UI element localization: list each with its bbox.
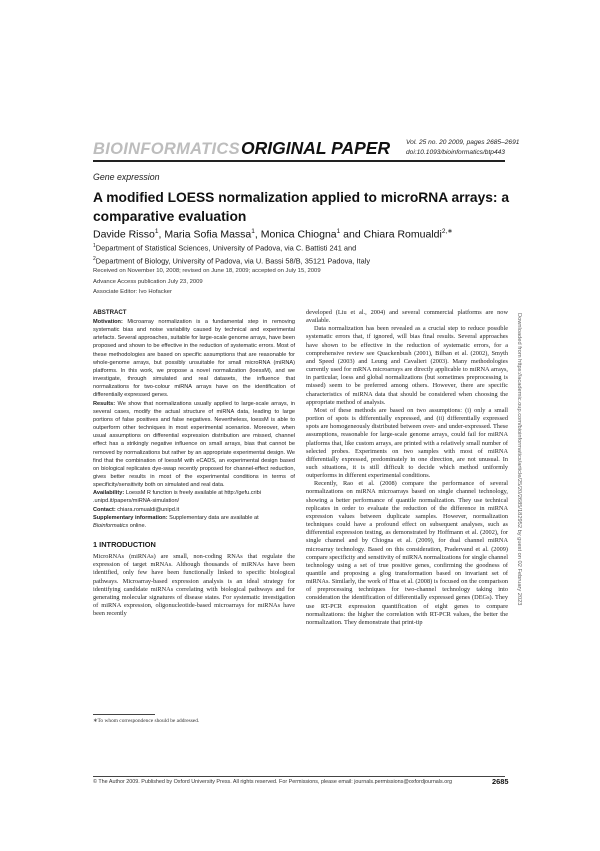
left-column [93, 309, 295, 618]
supp-journal: Bioinformatics [93, 522, 129, 529]
download-note-text: Downloaded from https://academic.oup.com/bioinformatics/article/25/20/2685/182952 by guest on 02 February 2023 [516, 313, 522, 606]
author-affil-mark: 1 [336, 228, 341, 235]
affil-text: Department of Biology, University of Padova, via U. Bassi 58/B, 35121 Padova, Italy [95, 256, 371, 266]
journal-logo: BIOINFORMATICS [93, 140, 240, 158]
copyright-line: © The Author 2009. Published by Oxford University Press. All rights reserved. For Permissions, please email: journals.permissions@oxfordjournals.org [93, 779, 452, 785]
abstract-motivation [93, 318, 295, 400]
footnote-rule [93, 714, 155, 715]
paper-type-label: ORIGINAL PAPER [241, 138, 391, 158]
affil-mark: 1 [93, 243, 96, 249]
download-side-note [511, 313, 523, 613]
availability-text: LoessM R function is freely available at http://gefu.cribi [125, 490, 262, 497]
author-separator: and [340, 228, 364, 241]
abstract-supplementary-cont [93, 522, 295, 530]
affiliations [93, 241, 370, 267]
availability-label: Availability: [93, 490, 125, 497]
author-list [93, 227, 453, 241]
affiliation [93, 254, 370, 267]
doi-line: doi:10.1093/bioinformatics/btp443 [406, 148, 505, 156]
author-affil-mark: 1 [251, 228, 255, 235]
body-paragraph: Most of these methods are based on two assumptions: (i) only a small portion of spots is differentially expressed, and (ii) differentially expressed spots are homogeneously distributed between over- and under-expressed. These assumptions, reasonable for large-scale genome arrays, could fail for miRNA platforms that, like custom arrays, are printed with a relatively small number of selected probes. Experiments on two samples with most of miRNA differentially expressed, predominately in one direction, are not unusual. In such situations, it is still difficult to decide which method uniformly outperforms in different experimental conditions. [306, 406, 508, 480]
abstract-availability [93, 489, 295, 497]
abstract-contact [93, 506, 295, 514]
associate-editor-line: Associate Editor: Ivo Hofacker [93, 289, 172, 295]
author-affil-mark: 1 [154, 228, 159, 235]
results-label: Results: [93, 400, 116, 407]
author-separator: , [254, 228, 261, 241]
author-name: Davide Risso [93, 228, 155, 241]
abstract-heading: ABSTRACT [93, 309, 127, 316]
header-rule [93, 160, 505, 162]
availability-url-cont[interactable]: .unipd.it/papers/miRNA-simulation/ [93, 498, 180, 505]
affil-mark: 2 [93, 255, 96, 262]
journal-meta [406, 138, 519, 157]
supp-label: Supplementary information: [93, 514, 168, 521]
volume-line: Vol. 25 no. 20 2009, pages 2685–2691 [406, 139, 520, 146]
body-paragraph: Data normalization has been revealed as a crucial step to reduce possible systematic errors that, if ignored, will bias final results. Several approaches have shown to be effective in the reduction of systematic errors, for a comprehensive review see Quackenbush (2001), Bilban et al. (2002), Smyth and Speed (2003) and Leung and Cavalieri (2003). Many methodologies currently used for mRNA microarrays are directly applicable to miRNA arrays, in particular, loess and global normalizations (but sometimes preprocessing is missed) seem to be preferred among others. However, there are specific characteristics of miRNA data that should be considered when choosing the appropriate method of analysis. [306, 325, 508, 406]
paper-title: A modified LOESS normalization applied to microRNA arrays: a comparative evaluation [93, 190, 510, 224]
correspondence-footnote: ∗To whom correspondence should be addressed. [93, 718, 200, 724]
affil-text: Department of Statistical Sciences, University of Padova, via C. Battisti 241 and [95, 243, 357, 253]
right-column [306, 309, 508, 627]
advance-access-line: Advance Access publication July 23, 2009 [93, 278, 203, 285]
intro-body [93, 553, 295, 618]
received-line: Received on November 10, 2008; revised on June 18, 2009; accepted on July 15, 2009 [93, 268, 321, 274]
page-number: 2685 [492, 777, 509, 786]
abstract-results [93, 400, 295, 490]
footer-rule [93, 776, 505, 777]
body-paragraph: developed (Liu et al., 2004) and several commercial platforms are now available. [306, 309, 508, 325]
abstract-supplementary [93, 514, 295, 522]
motivation-label: Motivation: [93, 319, 123, 325]
intro-paragraph: MicroRNAs (miRNAs) are small, non-coding RNAs that regulate the expression of target mRNAs. Although thousands of miRNAs have been identified, only few have been functionally linked to specific biological pathways. Microarray-based expression analysis is an ideal strategy for identifying candidate miRNAs correlating with biological pathways and for generating molecular signatures of disease states. For systematic investigation of miRNA expression, oligonucleotide-based microarrays for miRNAs have been recently [93, 553, 295, 618]
supp-text: Supplementary data are available at [169, 514, 259, 521]
author-separator: , [158, 228, 165, 241]
section-label: Gene expression [93, 172, 160, 182]
author-name: Chiara Romualdi [363, 228, 442, 241]
affiliation [93, 241, 370, 254]
author-name: Maria Sofia Massa [164, 228, 252, 241]
contact-email[interactable]: chiara.romualdi@unipd.it [117, 506, 180, 513]
motivation-text: Microarray normalization is a fundamental step in removing systematic bias and noise variability caused by technical and experimental artefacts. Several approaches, suitable for large-scale genome arrays, have been proposed and shown to be effective in the reduction of systematic errors. Most of these methodologies are based on specific assumptions that are reasonable for whole-genome arrays, but possibly unsuitable for small microRNA (miRNA) platforms. In this work, we propose a novel normalization (loessM), and we investigate, through simulated and real datasets, the influence that normalizations for two-colour miRNA arrays have on the identification of differentially expressed genes. [93, 319, 295, 399]
results-text: We show that normalizations usually applied to large-scale arrays, in several cases, modify the actual structure of miRNA data, leading to large portions of false positives and false negatives. Nevertheless, loessM is able to outperform other techniques in most experimental scenarios. Moreover, when usual assumptions on differential expression distribution are missed, channel effect has a strikingly negative influence on small arrays, bias that cannot be removed by normalizations but rather by an appropriate experimental design. We find that the combination of loessM with eCADS, an experimental design based on biological replicates dye-swap recently proposed for channel-effect reduction, gives better results in most of the experimental conditions in terms of specificity/sensitivity both on simulated and real data. [93, 400, 296, 489]
supp-text-end: online. [129, 522, 147, 529]
publication-dates [93, 266, 321, 298]
author-affil-mark: 2,∗ [441, 228, 453, 235]
body-paragraph: Recently, Rao et al. (2008) compare the performance of several normalizations on miRNA microarrays based on single channel technology, showing a better performance of quantile normalization. They use technical replicates in order to evaluate the reduction of the difference in miRNA expression values between duplicate samples. However, normalization techniques could have a profound effect on subsequent analyses, such as differential expression testing, as demonstrated by Hoffmann et al. (2002), for single channel and by Chiogna et al. (2009), for dual channel miRNA microarray technology. Based on this consideration, Pradervand et al. (2009) compare specificity and sensitivity of miRNA normalizations for single channel technology using a set of true positive genes, confirming the goodness of quantile and proposing a glog transformation based on invariant set of miRNAs. Similarly, the work of Hua et al. (2008) is focused on the comparison of preprocessing techniques for two-channel technology taking into consideration the identification of differentially expressed genes (DEGs). They use RT-PCR expression quantification of eight genes to compare normalizations: the higher the correlation with RT-PCR values, the better the normalization. They demonstrate that print-tip [306, 480, 508, 626]
author-name: Monica Chiogna [260, 228, 337, 241]
contact-label: Contact: [93, 506, 116, 513]
intro-heading: 1 INTRODUCTION [93, 540, 156, 550]
